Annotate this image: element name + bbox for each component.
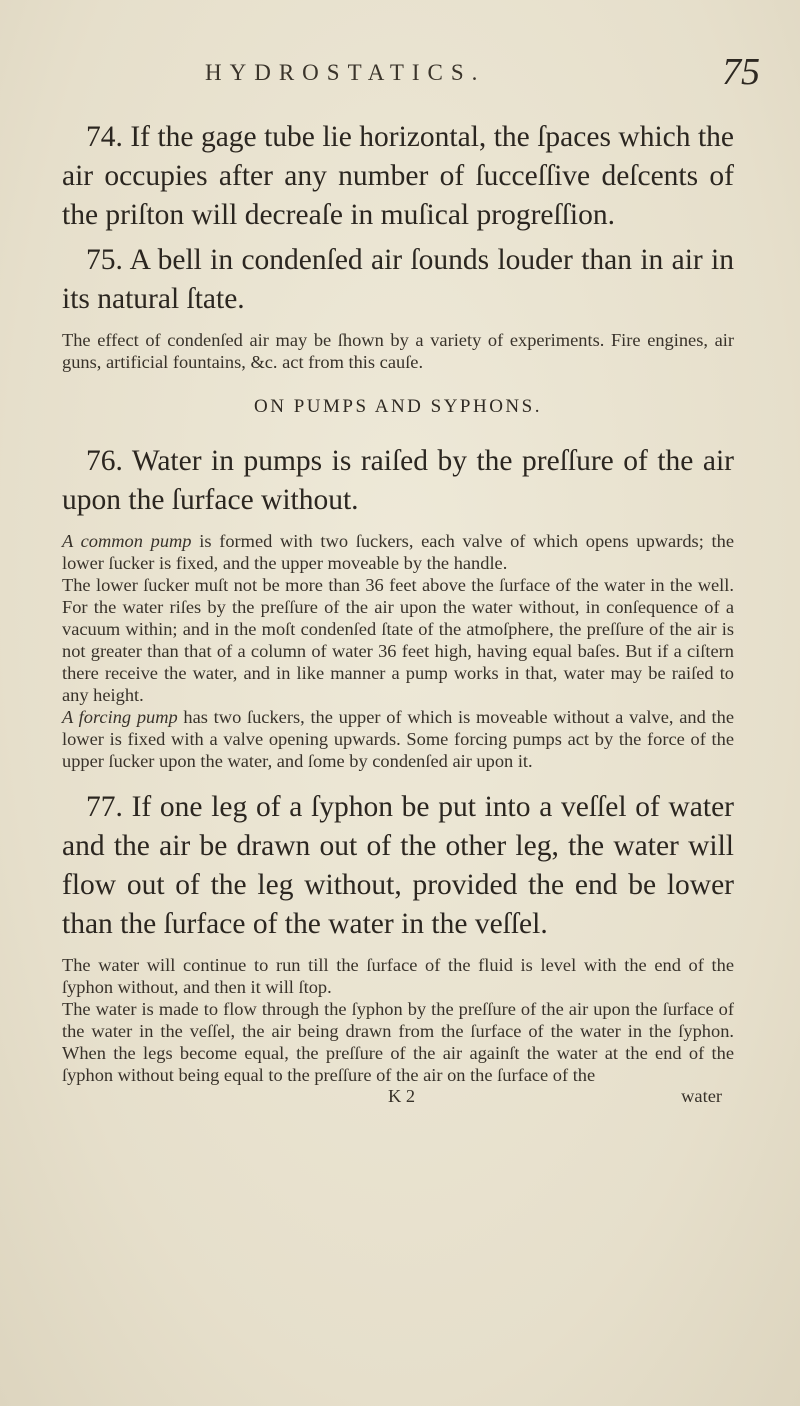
note-76-forcing-pump-text: has two ſuckers, the upper of which is moveable without a valve, and the lower is fixed with a valve opening upwards. Some forcing pumps act by the force of the upper ſucker upon the water, and ſome by condenſed air upon it. <box>62 707 734 771</box>
running-head: HYDROSTATICS. <box>205 60 486 85</box>
page-number: 75 <box>722 51 760 93</box>
note-76-common-pump-text: is formed with two ſuckers, each valve of which opens upwards; the lower ſucker is fixed, and the upper moveable by the handle. <box>62 531 734 573</box>
note-75: The effect of condenſed air may be ſhown by a variety of experiments. Fire engines, air guns, artificial fountains, &c. act from this cauſe. <box>62 330 734 372</box>
proposition-74: 74. If the gage tube lie horizontal, the ſpaces which the air occupies after any number of ſucceſſive deſcents of the priſton will decreaſe in muſical progreſſion. <box>62 121 734 231</box>
term-forcing-pump: A forcing pump <box>62 707 178 727</box>
signature-mark: K 2 <box>388 1086 416 1106</box>
page-header <box>60 50 760 110</box>
note-76-common-pump <box>62 530 734 574</box>
section-title: ON PUMPS AND SYPHONS. <box>254 396 542 417</box>
proposition-75: 75. A bell in condenſed air ſounds louder than in air in its natural ſtate. <box>62 244 734 315</box>
page-footer <box>62 1086 734 1110</box>
note-76-forcing-pump <box>62 706 734 772</box>
note-76-sucker-height: The lower ſucker muſt not be more than 36 feet above the ſurface of the water in the well. For the water riſes by the preſſure of the air upon the water without, in conſequence of a vacuum within; and in the moſt condenſed ſtate of the atmoſphere, the preſſure of the air is not greater than that of a column of water 36 feet high, having equal baſes. But if a ciſtern there receive the water, and in like manner a pump works in that, water may be raiſed to any height. <box>62 575 734 705</box>
note-77-pressure: The water is made to flow through the ſyphon by the preſſure of the air upon the ſurface of the water in the veſſel, the air being drawn from the ſurface of the water in the ſyphon. When the legs become equal, the preſſure of the air againſt the water at the end of the ſyphon without being equal to the preſſure of the air on the ſurface of the <box>62 999 734 1085</box>
note-77-level: The water will continue to run till the ſurface of the fluid is level with the end of the ſyphon without, and then it will ſtop. <box>62 955 734 997</box>
proposition-76: 76. Water in pumps is raiſed by the preſſure of the air upon the ſurface without. <box>62 445 734 516</box>
catchword: water <box>681 1086 722 1106</box>
term-common-pump: A common pump <box>62 531 192 551</box>
page-body <box>62 118 734 1110</box>
proposition-77: 77. If one leg of a ſyphon be put into a veſſel of water and the air be drawn out of the other leg, the water will flow out of the leg without, provided the end be lower than the ſurface of the water in the veſſel. <box>62 791 734 940</box>
